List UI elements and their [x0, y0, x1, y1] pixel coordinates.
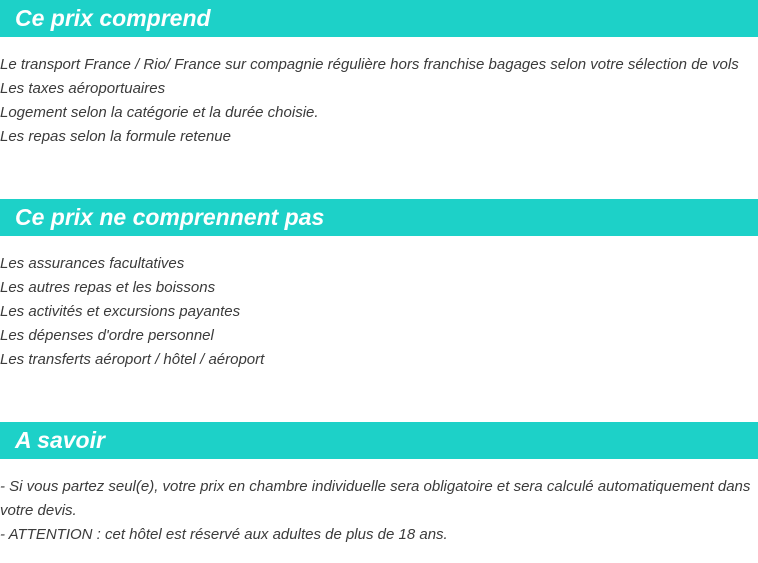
- section-body-included: [0, 53, 752, 149]
- section-header-not-included: [0, 199, 758, 236]
- list-item: Les assurances facultatives: [0, 255, 185, 272]
- list-item: Les transferts aéroport / hôtel / aéroport: [0, 351, 265, 368]
- section-header-to-know: [0, 422, 758, 459]
- list-item: Les repas selon la formule retenue: [0, 128, 231, 145]
- section-header-included: [0, 0, 758, 37]
- section-title-to-know: A savoir: [15, 427, 105, 453]
- list-item: Le transport France / Rio/ France sur compagnie régulière hors franchise bagages selon votre sélection de vols: [0, 56, 739, 73]
- section-title-not-included: Ce prix ne comprennent pas: [15, 204, 325, 230]
- list-item: - ATTENTION : cet hôtel est réservé aux adultes de plus de 18 ans.: [0, 526, 448, 543]
- list-item: Les autres repas et les boissons: [0, 279, 216, 296]
- list-item: - Si vous partez seul(e), votre prix en chambre individuelle sera obligatoire et sera calculé automatiquement dans votre devis.: [0, 478, 751, 519]
- section-title-included: Ce prix comprend: [15, 5, 211, 31]
- section-body-to-know: [0, 475, 752, 547]
- list-item: Les dépenses d'ordre personnel: [0, 327, 214, 344]
- list-item: Les activités et excursions payantes: [0, 303, 241, 320]
- list-item: Logement selon la catégorie et la durée choisie.: [0, 104, 319, 121]
- list-item: Les taxes aéroportuaires: [0, 80, 166, 97]
- section-body-not-included: [0, 252, 752, 372]
